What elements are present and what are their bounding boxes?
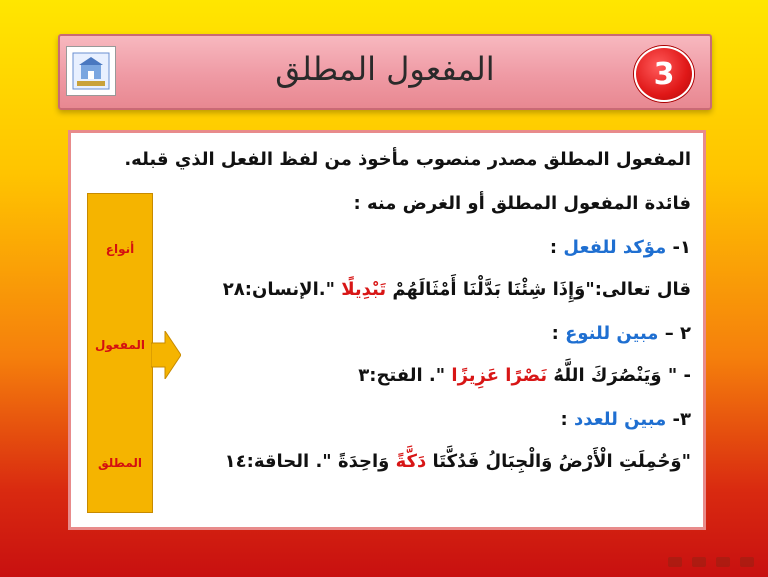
side-label-object: المفعول (94, 338, 145, 352)
item-colon: : (551, 323, 559, 344)
purpose-heading: فائدة المفعول المطلق أو الغرض منه : (353, 193, 691, 214)
item-label: مبين للعدد (574, 409, 667, 430)
example-highlight: دَكَّةً (395, 451, 427, 472)
item-number: ١- (672, 237, 691, 258)
item-3-heading (561, 409, 691, 430)
slide-number-badge: 3 (634, 46, 694, 102)
slide-title-bar (58, 34, 712, 110)
example-text: - " وَيَنْصُرَكَ اللَّهُ (547, 365, 691, 386)
item-colon: : (549, 237, 558, 258)
slideshow-nav (668, 554, 764, 570)
prev-slide-icon[interactable] (668, 557, 682, 567)
item-2-heading (552, 323, 691, 344)
side-label-absolute: المطلق (97, 456, 143, 470)
next-slide-icon[interactable] (740, 557, 754, 567)
pen-icon[interactable] (692, 557, 706, 567)
item-label: مؤكد للفعل (563, 237, 667, 258)
item-colon: : (560, 409, 568, 430)
item-1-example (223, 279, 691, 300)
example-text: "وَحُمِلَتِ الْأَرْضُ وَالْجِبَالُ فَدُكَّتَا (426, 451, 691, 472)
item-number: ٢ – (664, 323, 691, 344)
item-2-example (358, 365, 691, 386)
types-side-box (87, 193, 153, 513)
item-number: ٣- (672, 409, 691, 430)
example-reference: ".الإنسان:٢٨ (222, 279, 342, 300)
content-panel (68, 130, 706, 530)
example-highlight: نَصْرًا عَزِيزًا (451, 365, 548, 386)
arrow-right-icon (151, 331, 181, 379)
example-reference: ". الفتح:٣ (358, 365, 452, 386)
menu-icon[interactable] (716, 557, 730, 567)
example-text: قال تعالى:"وَإِذَا شِئْنَا بَدَّلْنَا أَمْثَالَهُمْ (386, 279, 691, 300)
definition-line: المفعول المطلق مصدر منصوب مأخوذ من لفظ الفعل الذي قبله. (124, 149, 691, 170)
item-1-heading (550, 237, 691, 258)
item-3-example (225, 451, 691, 472)
side-label-types: أنواع (105, 242, 135, 256)
slide-title: المفعول المطلق (275, 50, 495, 88)
item-label: مبين للنوع (565, 323, 659, 344)
example-reference: وَاحِدَةً ". الحاقة:١٤ (224, 451, 396, 472)
example-highlight: تَبْدِيلًا (341, 279, 387, 300)
